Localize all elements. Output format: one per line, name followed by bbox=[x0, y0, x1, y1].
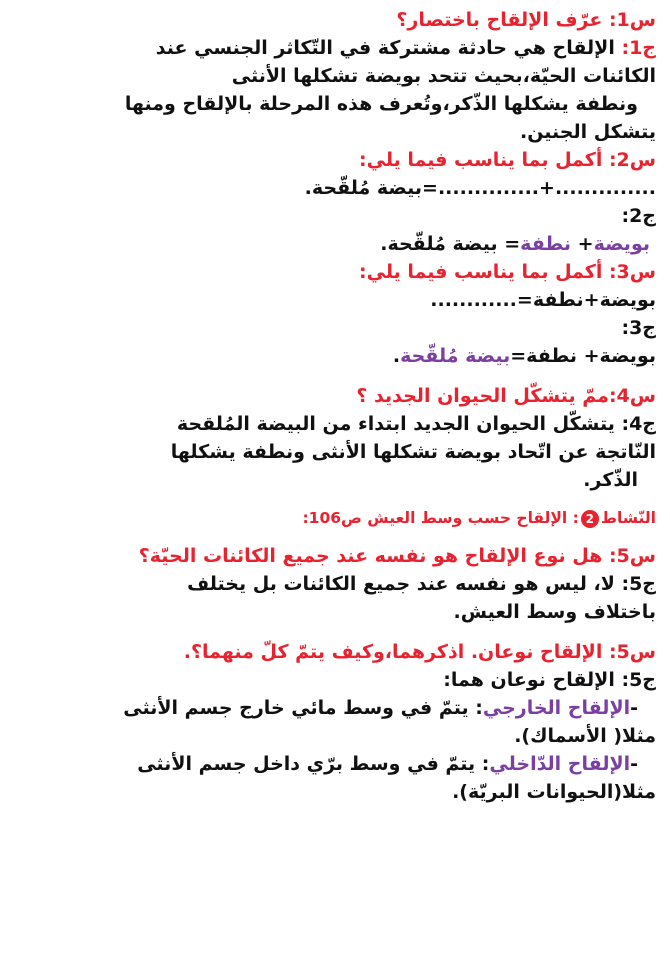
a3-end: . bbox=[392, 345, 401, 367]
q5a-text: هل نوع الإلقاح هو نفسه عند جميع الكائنات الحيّة؟ bbox=[138, 545, 603, 567]
a2-ovum: بويضة bbox=[593, 233, 650, 255]
q3-question bbox=[22, 258, 656, 286]
int-desc: : يتمّ في وسط برّي داخل جسم الأنثى bbox=[137, 753, 490, 775]
activity-prefix: النّشاط bbox=[600, 509, 656, 527]
q4-answer-line-1 bbox=[22, 410, 656, 438]
q2-question bbox=[22, 146, 656, 174]
ext-dash: - bbox=[630, 697, 638, 719]
q1-label: س1: bbox=[602, 9, 656, 31]
a2-sperm: نطفة bbox=[520, 233, 572, 255]
a4-label: ج4: bbox=[614, 413, 656, 435]
int-dash: - bbox=[630, 753, 638, 775]
a2-answer bbox=[22, 230, 656, 258]
a5b-intro: الإلقاح نوعان هما: bbox=[443, 669, 615, 691]
activity-text: : الإلقاح حسب وسط العيش ص106: bbox=[302, 509, 579, 527]
external-example: مثلا( الأسماك). bbox=[514, 725, 656, 747]
a3-label: ج3: bbox=[621, 317, 656, 339]
q4-label: س4: bbox=[608, 385, 656, 407]
q2-blank-line: ..............+..............=بيضة مُلقّحة. bbox=[304, 177, 656, 199]
a5a-label: ج5: bbox=[614, 573, 656, 595]
q1-answer-line-4: يتشكل الجنين. bbox=[519, 121, 656, 143]
a1-label: ج1: bbox=[614, 37, 656, 59]
activity-heading bbox=[22, 506, 656, 530]
activity-number-badge: 2 bbox=[581, 510, 599, 528]
q5a-label: س5: bbox=[602, 545, 656, 567]
a5a-text-1: لا، ليس هو نفسه عند جميع الكائنات بل يختلف bbox=[187, 573, 615, 595]
q3-label: س3: bbox=[602, 261, 656, 283]
external-fertilization-line bbox=[22, 694, 656, 722]
q5a-answer-line-2: باختلاف وسط العيش. bbox=[453, 601, 656, 623]
q3-blank-line: بويضة+نطفة=............ bbox=[430, 289, 656, 311]
q1-text: عرّف الإلقاح باختصار؟ bbox=[396, 9, 603, 31]
q5b-question bbox=[22, 638, 656, 666]
a1-text-1: الإلقاح هي حادثة مشتركة في التّكاثر الجنسي عند bbox=[155, 37, 615, 59]
q1-answer-line-1 bbox=[22, 34, 656, 62]
q5a-question bbox=[22, 542, 656, 570]
a4-text-1: يتشكّل الحيوان الجديد ابتداء من البيضة المُلقحة bbox=[176, 413, 615, 435]
q1-question bbox=[22, 6, 656, 34]
q4-answer-line-2: النّاتجة عن اتّحاد بويضة تشكلها الأنثى ونطفة يشكلها bbox=[170, 441, 656, 463]
a3-result: بيضة مُلقّحة bbox=[400, 345, 511, 367]
q5b-label: س5: bbox=[602, 641, 656, 663]
a2-plus: + bbox=[571, 233, 594, 255]
a3-answer bbox=[22, 342, 656, 370]
q1-answer-line-3: ونطفة يشكلها الذّكر،وتُعرف هذه المرحلة بالإلقاح ومنها bbox=[124, 93, 638, 115]
q1-answer-line-2: الكائنات الحيّة،بحيث تتحد بويضة تشكلها الأنثى bbox=[231, 65, 656, 87]
external-fertilization-term: الإلقاح الخارجي bbox=[482, 697, 631, 719]
q3-text: أكمل بما يناسب فيما يلي: bbox=[359, 261, 603, 283]
q5b-answer-intro bbox=[22, 666, 656, 694]
a2-result: = بيضة مُلقّحة. bbox=[380, 233, 521, 255]
q5b-text: الإلقاح نوعان. اذكرهما،وكيف يتمّ كلّ منهما؟. bbox=[183, 641, 603, 663]
q2-text: أكمل بما يناسب فيما يلي: bbox=[359, 149, 603, 171]
q2-label: س2: bbox=[602, 149, 656, 171]
a5b-label: ج5: bbox=[614, 669, 656, 691]
a2-label: ج2: bbox=[621, 205, 656, 227]
q4-answer-line-3: الذّكر. bbox=[583, 469, 638, 491]
a3-left: بويضة+ نطفة= bbox=[510, 345, 656, 367]
q4-question bbox=[22, 382, 656, 410]
q5a-answer-line-1 bbox=[22, 570, 656, 598]
ext-desc: : يتمّ في وسط مائي خارج جسم الأنثى bbox=[123, 697, 483, 719]
q4-text: ممّ يتشكّل الحيوان الجديد ؟ bbox=[356, 385, 609, 407]
internal-fertilization-term: الإلقاح الدّاخلي bbox=[489, 753, 631, 775]
internal-example: مثلا(الحيوانات البريّة). bbox=[452, 781, 656, 803]
internal-fertilization-line bbox=[22, 750, 656, 778]
